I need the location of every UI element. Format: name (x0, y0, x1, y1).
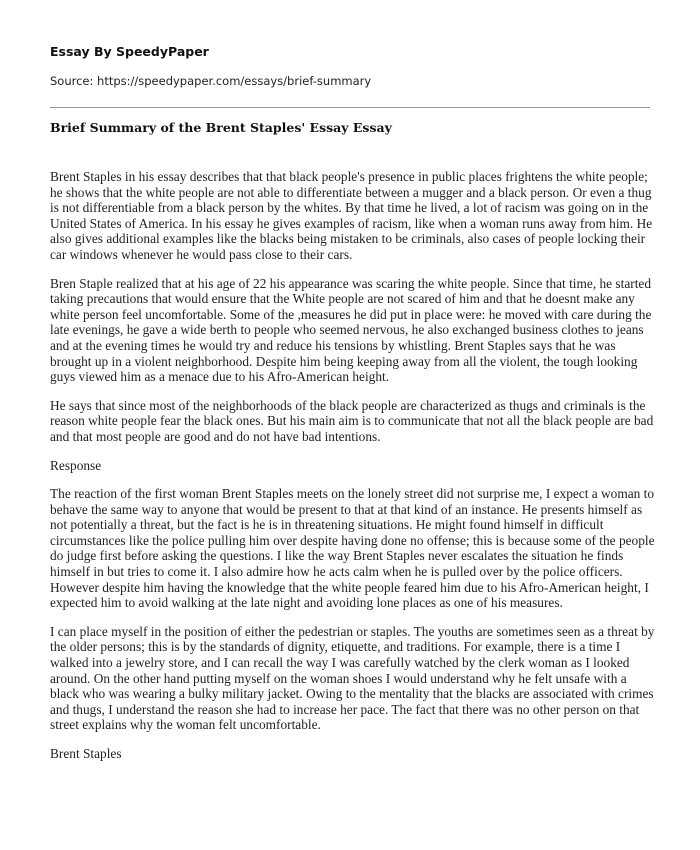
section-label-brent-staples: Brent Staples (50, 746, 122, 761)
header-divider (50, 107, 650, 108)
document-body (50, 169, 656, 775)
section-label-response: Response (50, 457, 102, 473)
paragraph-response-2: I can place myself in the position of either the pedestrian or staples. The youths are sometimes seen as a threat by the older persons; this is by the standards of dignity, etiquette, and traditions. For example, there is a time I walked into a jewelry store, and I can recall the way I was carefully watched by the clerk woman as I looked around. On the other hand putting myself on the woman shoes I would understand why he felt unsafe with a black who was wearing a bulky military jacket. Owing to the mentality that the blacks are associated with crimes and thugs, I understand the reason she had to increase her pace. The fact that there was no other person on that street explains why the woman felt uncomfortable. (50, 623, 655, 733)
paragraph-summary-1: Brent Staples in his essay describes that that black people's presence in public places frightens the white people; he shows that the white people are not able to differentiate between a mugger and a black person. Or even a thug is not differentiable from a black person by the whites. By that time he lived, a lot of racism was going on in the United States of America. In his essay he gives examples of racism, like when a woman runs away from him. He also gives additional examples like the blacks being mistaken to be criminals, also cases of people locking their car windows whenever he would pass close to their cars. (50, 169, 653, 262)
paragraph-response-1: The reaction of the first woman Brent Staples meets on the lonely street did not surprise me, I expect a woman to behave the same way to anyone that would be present to that at that kind of an instance. He presents himself as not potentially a threat, but the fact is he is in threatening situations. He might found himself in difficult circumstances like the police pulling him over despite having done no offense; this is because some of the people do judge first before asking the questions. I like the way Brent Staples never escalates the situation he finds himself in but tries to come it. I also admire how he acts calm when he is pulled over by the police officers. However despite him having the knowledge that the white people feared him due to his Afro-American height, I expected him to avoid walking at the late night and avoiding lone places as one of his measures. (50, 486, 655, 611)
paragraph-summary-2: Bren Staple realized that at his age of 22 his appearance was scaring the white people. Since that time, he started taking precautions that would ensure that the White people are not scared of him and that he doesnt make any white person feel uncomfortable. Some of the ,measures he did put in place were: he moved with care during the late evenings, he gave a wide berth to people who seemed nervous, he also exchanged business clothes to jeans and at the evening times he would try and reduce his tensions by whistling. Brent Staples says that he was brought up in a violent neighborhood. Despite him being keeping away from all the violent, the tough looking guys viewed him as a menace due to his Afro-American height. (50, 275, 652, 385)
document-title: Brief Summary of the Brent Staples' Essay Essay (50, 120, 392, 135)
paragraph-summary-3: He says that since most of the neighborhoods of the black people are characterized as thugs and criminals is the reason white people fear the black ones. But his main aim is to communicate that not all the black people are bad and that most people are good and do not have bad intentions. (50, 397, 654, 444)
site-header-title: Essay By SpeedyPaper (50, 44, 209, 59)
source-line: Source: https://speedypaper.com/essays/brief-summary (50, 74, 372, 88)
